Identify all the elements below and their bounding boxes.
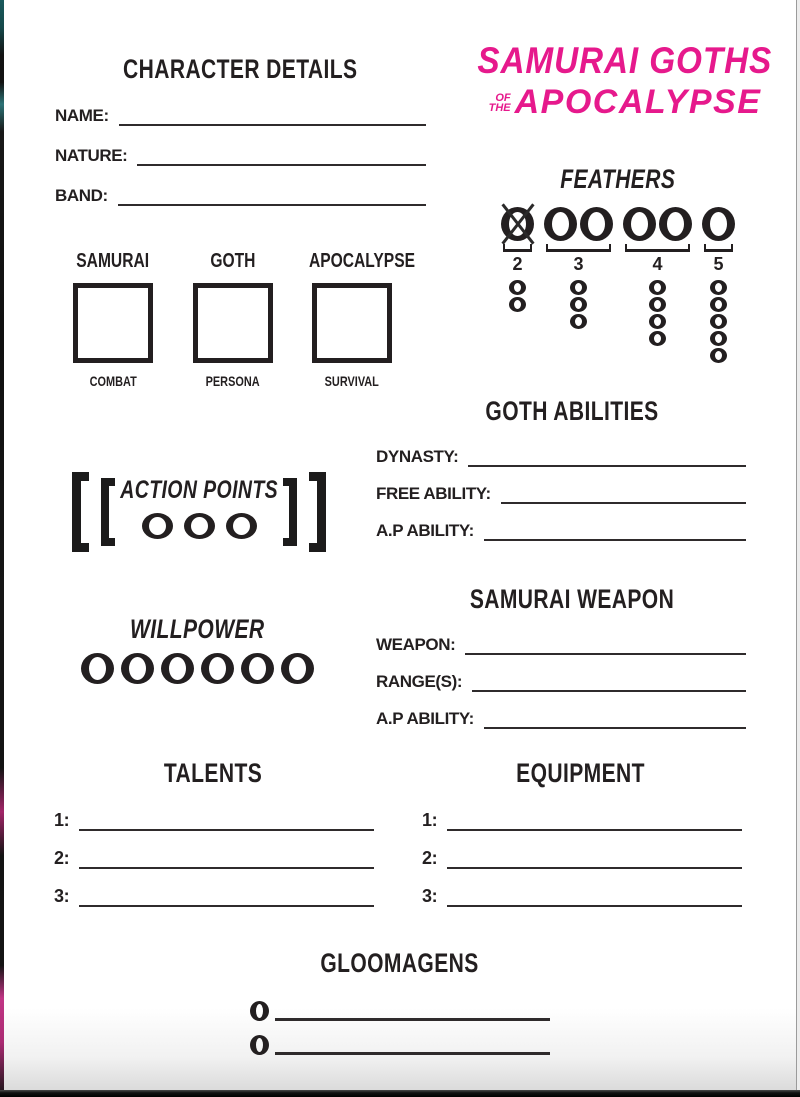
willpower-circle[interactable] [281, 653, 314, 684]
ranges-field-row [376, 666, 746, 692]
talents-title: TALENTS [163, 758, 262, 788]
feather-track-circle[interactable] [659, 207, 692, 241]
name-field-label: NAME: [55, 106, 109, 125]
ranges-field-label: RANGE(S): [376, 672, 463, 691]
weapon-field-label: WEAPON: [376, 635, 456, 654]
character-details-title: CHARACTER DETAILS [122, 54, 358, 84]
equipment-title: EQUIPMENT [516, 758, 645, 788]
free-ability-field-label: FREE ABILITY: [376, 484, 491, 503]
gloomagen-circle[interactable] [250, 1001, 269, 1021]
weapon-ap-ability-field-row [376, 703, 746, 729]
feather-dot[interactable] [649, 314, 666, 329]
willpower-circle[interactable] [81, 653, 114, 684]
weapon-field-row [376, 629, 746, 655]
scan-edge-artifact-right [796, 0, 800, 1097]
talent-2-label: 2: [54, 848, 70, 868]
band-input-line[interactable] [118, 186, 426, 206]
stat-samurai-subtitle: COMBAT [89, 373, 137, 389]
feather-track-group [702, 207, 735, 241]
logo-line2 [460, 83, 790, 122]
samurai-weapon-fields [372, 629, 772, 729]
feather-dot[interactable] [570, 314, 587, 329]
feather-group-bracket [625, 244, 690, 252]
stat-apocalypse-subtitle: SURVIVAL [324, 373, 380, 389]
feather-dot-column [509, 280, 526, 312]
weapon-ap-ability-input-line[interactable] [484, 709, 746, 729]
talent-2-row [54, 843, 374, 869]
equipment-1-input-line[interactable] [447, 811, 742, 831]
bracket-left-inner [101, 478, 115, 546]
dynasty-field-label: DYNASTY: [376, 447, 459, 466]
stat-goth-title: GOTH [209, 250, 256, 272]
feather-dot[interactable] [710, 280, 727, 295]
equipment-2-label: 2: [422, 848, 438, 868]
character-details-fields [40, 99, 440, 206]
talents-fields [40, 805, 385, 907]
feather-group-3 [544, 207, 613, 363]
scan-edge-artifact-left [0, 0, 4, 1097]
ap-ability-field-row [376, 515, 746, 541]
willpower-title: WILLPOWER [130, 614, 265, 644]
feather-dot[interactable] [710, 314, 727, 329]
willpower-track [55, 653, 340, 684]
feathers-tracker [488, 207, 748, 363]
talents-section [40, 758, 385, 919]
feather-group-bracket [704, 244, 733, 252]
feather-group-2 [501, 207, 534, 363]
feather-dot[interactable] [509, 297, 526, 312]
feather-dot[interactable] [710, 331, 727, 346]
feather-group-label: 2 [512, 254, 523, 274]
feather-dot[interactable] [570, 280, 587, 295]
willpower-circle[interactable] [161, 653, 194, 684]
talent-3-row [54, 881, 374, 907]
stat-apocalypse-title: APOCALYPSE [308, 250, 416, 272]
stat-samurai-box[interactable] [73, 283, 153, 363]
dynasty-field-row [376, 441, 746, 467]
equipment-2-row [422, 843, 742, 869]
nature-field-label: NATURE: [55, 146, 128, 165]
gloomagens-title: GLOOMAGENS [320, 948, 480, 978]
equipment-2-input-line[interactable] [447, 849, 742, 869]
equipment-3-label: 3: [422, 886, 438, 906]
feather-dot[interactable] [649, 297, 666, 312]
samurai-weapon-title: SAMURAI WEAPON [469, 584, 675, 614]
band-field-row [55, 179, 426, 206]
feather-dot[interactable] [710, 348, 727, 363]
feather-dot-column [649, 280, 666, 346]
weapon-input-line[interactable] [465, 635, 746, 655]
action-points-title: ACTION POINTS [120, 476, 278, 504]
game-logo [460, 40, 790, 122]
willpower-circle[interactable] [121, 653, 154, 684]
logo-apocalypse-word: APOCALYPSE [514, 83, 762, 121]
stat-samurai-title: SAMURAI [76, 250, 150, 272]
feather-track-circle[interactable] [623, 207, 656, 241]
talent-1-label: 1: [54, 810, 70, 830]
nature-input-line[interactable] [137, 146, 426, 166]
feather-dot-column [570, 280, 587, 329]
bracket-right-inner [283, 478, 297, 546]
talent-1-row [54, 805, 374, 831]
character-details-section [40, 54, 440, 219]
name-field-row [55, 99, 426, 126]
stat-goth-box[interactable] [193, 283, 273, 363]
feather-track-circle[interactable] [580, 207, 613, 241]
talent-2-input-line[interactable] [79, 849, 374, 869]
feather-track-group [544, 207, 613, 241]
free-ability-input-line[interactable] [501, 484, 746, 504]
gloomagen-circle[interactable] [250, 1035, 269, 1055]
feather-track-circle[interactable] [702, 207, 735, 241]
stats-section [55, 250, 416, 389]
gloomagens-section [200, 948, 600, 1055]
feather-dot[interactable] [509, 280, 526, 295]
ranges-input-line[interactable] [472, 672, 746, 692]
ap-ability-input-line[interactable] [484, 521, 746, 541]
cross-mark-icon [495, 200, 541, 248]
ap-ability-field-label: A.P ABILITY: [376, 521, 474, 540]
gloomagen-row [250, 1001, 550, 1021]
feathers-title: FEATHERS [560, 164, 676, 194]
feather-track-group [623, 207, 692, 241]
feather-group-4 [623, 207, 692, 363]
feather-group-bracket [503, 244, 532, 252]
name-input-line[interactable] [119, 106, 426, 126]
feather-track-circle-crossed[interactable] [501, 207, 534, 241]
equipment-1-row [422, 805, 742, 831]
samurai-weapon-section [372, 584, 772, 740]
logo-of-word: OF [495, 91, 511, 104]
feather-dot[interactable] [649, 331, 666, 346]
feather-dot[interactable] [649, 280, 666, 295]
talent-1-input-line[interactable] [79, 811, 374, 831]
nature-field-row [55, 139, 426, 166]
band-field-label: BAND: [55, 186, 108, 205]
feather-group-bracket [546, 244, 611, 252]
feather-group-label: 5 [713, 254, 724, 274]
feathers-section [488, 164, 748, 363]
willpower-circle[interactable] [201, 653, 234, 684]
feather-track-circle[interactable] [544, 207, 577, 241]
scan-edge-artifact-bottom [0, 1090, 800, 1097]
willpower-circle[interactable] [241, 653, 274, 684]
logo-line1: SAMURAI GOTHS [477, 40, 773, 81]
goth-abilities-section [372, 396, 772, 552]
willpower-section [55, 614, 340, 684]
feather-group-label: 3 [573, 254, 584, 274]
weapon-ap-ability-field-label: A.P ABILITY: [376, 709, 474, 728]
feather-dot[interactable] [570, 297, 587, 312]
logo-the-word: THE [488, 101, 511, 114]
bracket-right-outer [309, 472, 326, 552]
equipment-fields [408, 805, 753, 907]
gloomagen-input-line[interactable] [275, 1003, 550, 1021]
action-point-circle[interactable] [184, 513, 215, 539]
goth-abilities-fields [372, 441, 772, 541]
talent-3-label: 3: [54, 886, 70, 906]
stat-goth-subtitle: PERSONA [205, 373, 260, 389]
stat-samurai [55, 250, 171, 389]
action-points-section [58, 466, 340, 560]
gloomagen-input-line[interactable] [275, 1037, 550, 1055]
bracket-left-outer [72, 472, 89, 552]
gloomagen-row [250, 1035, 550, 1055]
stat-apocalypse-box[interactable] [312, 283, 392, 363]
free-ability-field-row [376, 478, 746, 504]
stat-goth [175, 250, 291, 389]
feather-dot[interactable] [710, 297, 727, 312]
logo-of-the [489, 93, 511, 113]
dynasty-input-line[interactable] [468, 447, 746, 467]
equipment-1-label: 1: [422, 810, 438, 830]
stat-apocalypse [294, 250, 416, 389]
action-point-circle[interactable] [142, 513, 173, 539]
action-point-circle[interactable] [226, 513, 257, 539]
equipment-3-input-line[interactable] [447, 887, 742, 907]
feather-dot-column [710, 280, 727, 363]
gloomagens-rows [200, 1001, 600, 1055]
feather-track-group [501, 207, 534, 241]
goth-abilities-title: GOTH ABILITIES [485, 396, 659, 426]
feather-group-5 [702, 207, 735, 363]
equipment-3-row [422, 881, 742, 907]
talent-3-input-line[interactable] [79, 887, 374, 907]
equipment-section [408, 758, 753, 919]
feather-group-label: 4 [652, 254, 663, 274]
